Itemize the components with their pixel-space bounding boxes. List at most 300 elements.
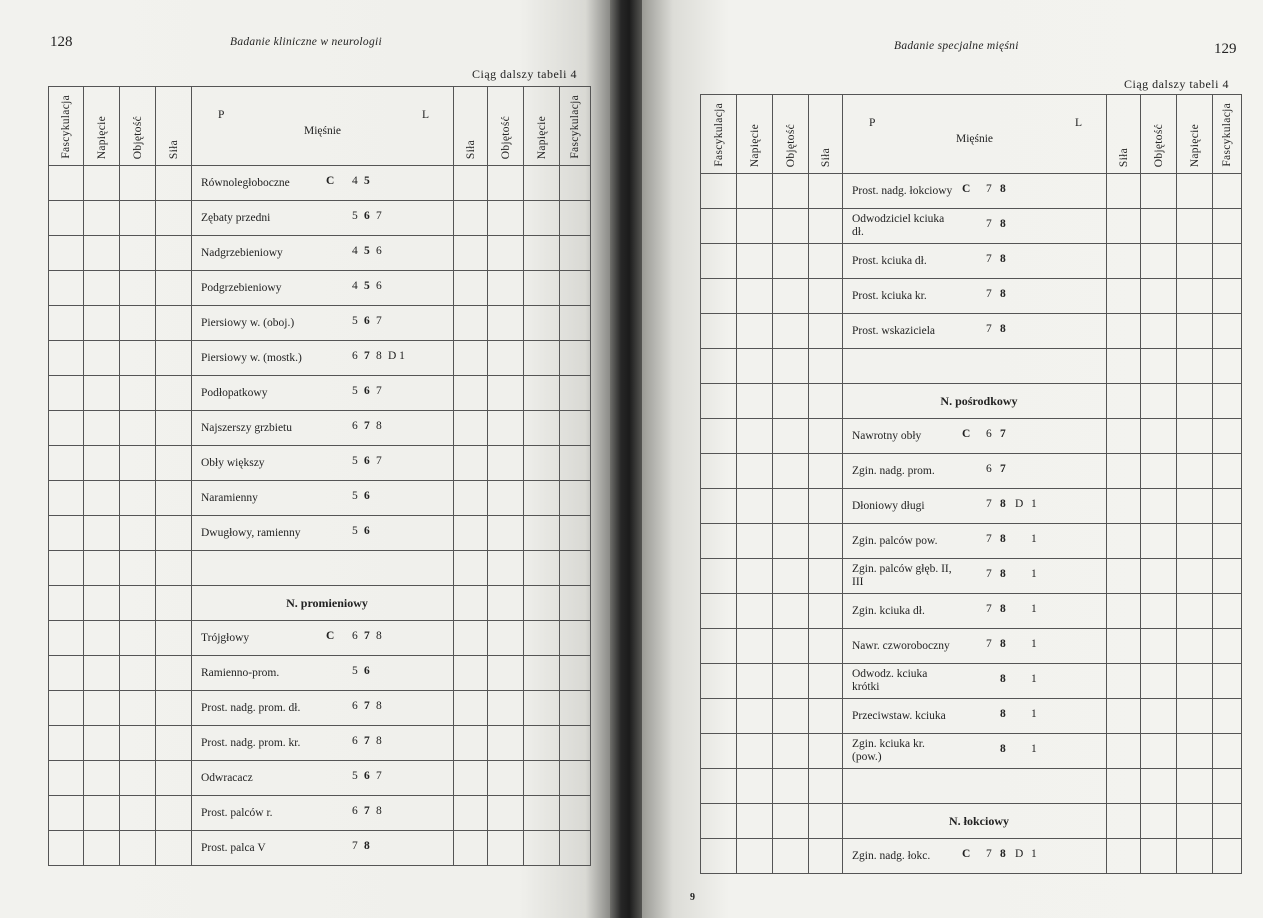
score-cell [809,174,843,209]
score-cell [737,734,773,769]
segment-value: 7 [986,848,992,860]
score-cell [156,656,192,691]
segment-value: 7 [1000,428,1006,440]
score-cell [773,734,809,769]
score-cell [84,761,120,796]
segment-value: 6 [364,490,370,502]
segment-value: 8 [1000,708,1006,720]
score-cell [49,271,84,306]
score-cell [49,201,84,236]
segment-value: 5 [364,245,370,257]
score-cell [1213,804,1242,839]
segment-value: 7 [376,770,382,782]
score-cell [120,761,156,796]
score-cell [156,761,192,796]
column-header [488,87,524,166]
column-header-label: Fascykulacja [569,95,581,159]
score-cell [773,804,809,839]
score-cell [84,306,120,341]
table-row [49,516,591,551]
score-cell [454,586,488,621]
score-cell [737,804,773,839]
segment-value: 6 [352,700,358,712]
score-cell [49,166,84,201]
column-header-label: Fascykulacja [60,95,72,159]
muscle-cell [192,656,454,691]
score-cell [1177,699,1213,734]
score-cell [120,201,156,236]
score-cell [49,236,84,271]
score-cell [1141,559,1177,594]
score-cell [84,446,120,481]
score-cell [1213,769,1242,804]
score-cell [1213,524,1242,559]
score-cell [84,796,120,831]
cervical-marker: C [962,183,971,195]
section-row [701,384,1242,419]
score-cell [488,446,524,481]
score-cell [809,734,843,769]
muscle-cell [192,236,454,271]
score-cell [120,621,156,656]
segment-value: 6 [352,735,358,747]
muscle-name: Ramienno-prom. [201,666,280,679]
score-cell [560,831,591,866]
cervical-marker: C [326,175,335,187]
score-cell [454,306,488,341]
muscle-name: Prost. kciuka dł. [852,254,927,267]
score-cell [84,236,120,271]
score-cell [49,796,84,831]
score-cell [701,559,737,594]
column-header [49,87,84,166]
score-cell [49,481,84,516]
muscle-name: Prost. wskaziciela [852,324,936,337]
score-cell [120,796,156,831]
score-cell [1177,349,1213,384]
muscle-cell [843,664,1107,699]
muscle-name: Zgin. nadg. prom. [852,464,935,477]
muscle-name: Nawr. czworoboczny [852,639,950,652]
score-cell [524,166,560,201]
score-cell [1141,489,1177,524]
segment-value: 8 [1000,568,1006,580]
score-cell [454,691,488,726]
score-cell [454,201,488,236]
muscle-name: Zębaty przedni [201,211,271,224]
left-page [0,0,610,918]
score-cell [701,454,737,489]
score-cell [488,621,524,656]
score-cell [701,314,737,349]
score-cell [737,664,773,699]
score-cell [1141,769,1177,804]
score-cell [1177,524,1213,559]
segment-value: 7 [376,210,382,222]
column-header [1141,95,1177,174]
score-cell [560,551,591,586]
muscle-name: Prost. palca V [201,841,266,854]
section-heading [843,384,1107,419]
score-cell [701,839,737,874]
score-cell [560,166,591,201]
score-cell [120,166,156,201]
score-cell [1107,244,1141,279]
score-cell [809,279,843,314]
muscle-cell [843,209,1107,244]
score-cell [809,629,843,664]
score-cell [809,839,843,874]
score-cell [1213,489,1242,524]
score-cell [156,341,192,376]
score-cell [524,306,560,341]
muscle-name: Zgin. kciuka kr. (pow.) [852,738,925,763]
segment-value: 7 [986,183,992,195]
score-cell [524,796,560,831]
score-cell [1107,769,1141,804]
score-cell [49,586,84,621]
score-cell [560,201,591,236]
segment-value: 1 [1031,568,1037,580]
segment-value: 4 [352,175,358,187]
muscle-name: Trójgłowy [201,631,250,644]
column-header-label: Objętość [784,123,797,167]
score-cell [488,831,524,866]
section-row [49,586,591,621]
score-cell [773,664,809,699]
muscle-cell [192,271,454,306]
score-cell [1141,839,1177,874]
score-cell [737,454,773,489]
score-cell [1141,279,1177,314]
score-cell [1213,664,1242,699]
muscle-table [700,94,1242,874]
column-header-label: Siła [819,147,832,167]
score-cell [1141,349,1177,384]
segment-value: 6 [364,385,370,397]
muscle-name: Prost. nadg. prom. dł. [201,701,301,714]
score-cell [773,524,809,559]
segment-value: 7 [986,603,992,615]
score-cell [454,831,488,866]
score-cell [156,411,192,446]
muscle-name: Prost. palców r. [201,806,273,819]
score-cell [156,166,192,201]
section-title: N. łokciowy [949,813,1009,828]
score-cell [488,201,524,236]
score-cell [1177,314,1213,349]
column-header [454,87,488,166]
segment-value: 1 [1031,708,1037,720]
muscle-name: Odwodz. kciuka krótki [852,668,928,693]
score-cell [701,699,737,734]
score-cell [49,446,84,481]
table-row [49,621,591,656]
score-cell [701,419,737,454]
score-cell [120,586,156,621]
score-cell [454,516,488,551]
muscle-name: Zgin. kciuka dł. [852,604,925,617]
segment-value: 8 [376,630,382,642]
side-l-label: L [421,109,429,121]
segment-value: 6 [352,630,358,642]
score-cell [1213,244,1242,279]
table-row [49,341,591,376]
score-cell [809,209,843,244]
score-cell [809,594,843,629]
section-heading [192,586,454,621]
segment-value: 7 [376,315,382,327]
section-heading [843,804,1107,839]
score-cell [560,656,591,691]
score-cell [1107,209,1141,244]
score-cell [156,796,192,831]
score-cell [737,314,773,349]
segment-value: 5 [352,315,358,327]
muscle-name: Nadgrzebieniowy [201,246,283,259]
segment-value: 7 [364,805,370,817]
score-cell [773,419,809,454]
segment-value: 6 [986,428,992,440]
table-row [701,454,1242,489]
score-cell [1213,209,1242,244]
segment-value: 8 [1000,533,1006,545]
score-cell [773,244,809,279]
segment-value: 1 [1031,848,1037,860]
score-cell [49,306,84,341]
muscle-name: Piersiowy w. (mostk.) [201,351,302,364]
segment-value: 1 [1031,638,1037,650]
muscle-cell [192,621,454,656]
score-cell [49,831,84,866]
segment-value: 7 [364,630,370,642]
segment-value: 8 [1000,253,1006,265]
score-cell [809,769,843,804]
cervical-marker: C [962,428,971,440]
segment-value: 6 [364,770,370,782]
table-row [49,446,591,481]
score-cell [560,761,591,796]
segment-value: 5 [352,210,358,222]
table-row [49,726,591,761]
score-cell [737,279,773,314]
side-p-label: P [218,109,225,121]
score-cell [701,209,737,244]
score-cell [701,279,737,314]
score-cell [454,166,488,201]
score-cell [773,209,809,244]
segment-value: 6 [352,420,358,432]
score-cell [773,174,809,209]
table-row [701,559,1242,594]
muscle-cell [843,594,1107,629]
score-cell [737,699,773,734]
score-cell [156,446,192,481]
segment-value: 7 [986,253,992,265]
score-cell [1107,419,1141,454]
segment-value: 5 [352,455,358,467]
score-cell [120,236,156,271]
score-cell [701,524,737,559]
score-cell [156,516,192,551]
segment-value: 4 [352,245,358,257]
column-header [1107,95,1141,174]
score-cell [773,699,809,734]
score-cell [1213,279,1242,314]
score-cell [560,726,591,761]
score-cell [773,769,809,804]
score-cell [120,306,156,341]
score-cell [701,349,737,384]
score-cell [488,341,524,376]
score-cell [120,726,156,761]
score-cell [524,516,560,551]
table-row [701,699,1242,734]
score-cell [1177,769,1213,804]
score-cell [49,656,84,691]
column-header-label: Fascykulacja [712,103,725,167]
score-cell [737,559,773,594]
score-cell [737,419,773,454]
score-cell [1177,594,1213,629]
muscle-name: Odwodziciel kciuka dł. [852,213,945,238]
score-cell [84,621,120,656]
table-row [701,419,1242,454]
score-cell [156,201,192,236]
score-cell [809,419,843,454]
table-row [701,174,1242,209]
table-row [49,271,591,306]
segment-value: 7 [986,323,992,335]
muscle-cell [192,201,454,236]
muscle-column-header [192,87,454,166]
score-cell [1213,349,1242,384]
segment-value: 6 [352,350,358,362]
score-cell [560,376,591,411]
score-cell [84,691,120,726]
column-header [120,87,156,166]
segment-value: 6 [364,665,370,677]
score-cell [488,376,524,411]
score-cell [120,831,156,866]
score-cell [809,454,843,489]
column-header-label: Napięcie [1188,123,1201,167]
muscle-name: Zgin. palców głęb. II, III [852,563,952,588]
column-header-label: Siła [167,139,180,159]
score-cell [1141,454,1177,489]
score-cell [1107,489,1141,524]
segment-value: 5 [352,525,358,537]
score-cell [1107,279,1141,314]
segment-value: 8 [1000,603,1006,615]
muscle-name: Zgin. nadg. łokc. [852,849,931,862]
score-cell [524,691,560,726]
muscle-cell [843,314,1107,349]
score-cell [701,489,737,524]
segment-value: 7 [986,288,992,300]
muscle-name: Podgrzebieniowy [201,281,282,294]
score-cell [560,516,591,551]
segment-value: 7 [986,498,992,510]
signature-mark: 9 [690,892,695,903]
table-row [49,236,591,271]
segment-value: 6 [376,245,382,257]
segment-value: 8 [376,420,382,432]
score-cell [809,524,843,559]
score-cell [84,726,120,761]
column-header [156,87,192,166]
score-cell [488,691,524,726]
table-row [701,209,1242,244]
muscle-cell [192,481,454,516]
score-cell [1141,524,1177,559]
score-cell [49,621,84,656]
score-cell [120,411,156,446]
muscle-cell [843,349,1107,384]
score-cell [1177,734,1213,769]
score-cell [737,174,773,209]
score-cell [809,349,843,384]
score-cell [524,271,560,306]
side-l-label: L [1074,117,1082,129]
score-cell [560,306,591,341]
muscle-cell [843,244,1107,279]
muscle-cell [192,796,454,831]
score-cell [120,691,156,726]
score-cell [737,769,773,804]
segment-value: 8 [1000,288,1006,300]
muscle-name: Równoległoboczne [201,176,290,189]
segment-value: 8 [1000,638,1006,650]
score-cell [737,349,773,384]
score-cell [1177,839,1213,874]
score-cell [1141,664,1177,699]
segment-value: 7 [986,568,992,580]
score-cell [1213,839,1242,874]
table-row [701,524,1242,559]
score-cell [1177,384,1213,419]
table-row [49,551,591,586]
score-cell [701,734,737,769]
score-cell [1141,314,1177,349]
table-row [701,629,1242,664]
score-cell [84,341,120,376]
score-cell [120,551,156,586]
column-header-label: Siła [1117,147,1130,167]
muscle-name: Prost. kciuka kr. [852,289,927,302]
score-cell [1141,244,1177,279]
score-cell [1141,629,1177,664]
muscles-label: Mięśnie [955,133,994,145]
score-cell [120,656,156,691]
segment-value: 6 [364,210,370,222]
muscle-cell [843,279,1107,314]
score-cell [454,236,488,271]
score-cell [1213,594,1242,629]
muscle-cell [192,516,454,551]
muscle-cell [192,411,454,446]
score-cell [84,551,120,586]
score-cell [1177,804,1213,839]
segment-value: 5 [364,280,370,292]
score-cell [773,314,809,349]
score-cell [560,586,591,621]
score-cell [1213,384,1242,419]
score-cell [1177,244,1213,279]
segment-value: 7 [364,420,370,432]
score-cell [809,559,843,594]
score-cell [1177,664,1213,699]
